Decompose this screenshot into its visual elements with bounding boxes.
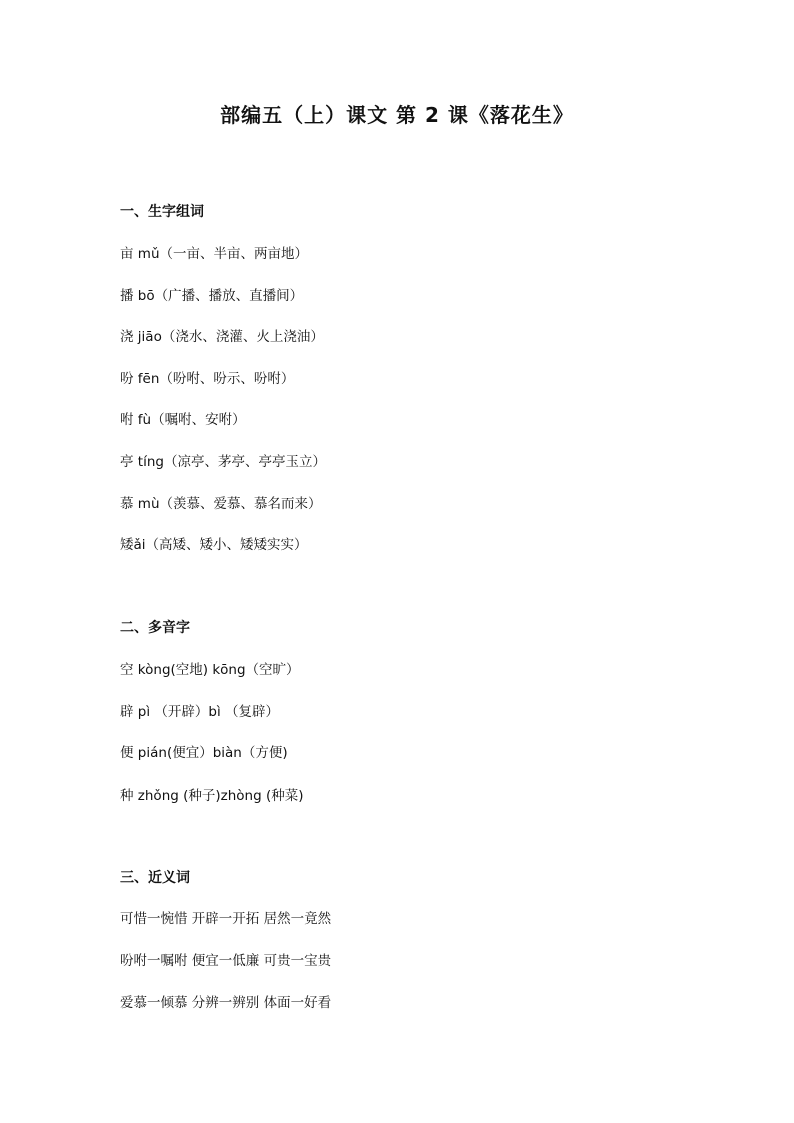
list-item: 慕 mù（羡慕、爱慕、慕名而来） <box>120 496 322 512</box>
list-item: 便 pián(便宜）biàn（方便) <box>120 745 288 761</box>
list-item: 空 kòng(空地) kōng（空旷） <box>120 662 300 678</box>
list-item: 播 bō（广播、播放、直播间） <box>120 288 304 304</box>
list-item: 咐 fù（嘱咐、安咐） <box>120 412 246 428</box>
list-item: 吩 fēn（吩咐、吩示、吩咐） <box>120 371 295 387</box>
list-item: 辟 pì （开辟）bì （复辟） <box>120 704 280 720</box>
section-heading-synonyms: 三、近义词 <box>120 870 190 886</box>
section-heading-new-characters: 一、生字组词 <box>120 204 204 220</box>
list-item: 种 zhǒng (种子)zhòng (种菜) <box>120 788 304 804</box>
list-item: 亭 tíng（凉亭、茅亭、亭亭玉立） <box>120 454 326 470</box>
section-heading-polyphones: 二、多音字 <box>120 620 190 636</box>
list-item: 浇 jiāo（浇水、浇灌、火上浇油） <box>120 329 324 345</box>
list-item: 可惜一惋惜 开辟一开拓 居然一竟然 <box>120 911 332 927</box>
page-title: 部编五（上）课文 第 2 课《落花生》 <box>220 103 574 127</box>
list-item: 爱慕一倾慕 分辨一辨别 体面一好看 <box>120 995 332 1011</box>
list-item: 亩 mǔ（一亩、半亩、两亩地） <box>120 246 308 262</box>
list-item: 吩咐一嘱咐 便宜一低廉 可贵一宝贵 <box>120 953 332 969</box>
list-item: 矮ǎi（高矮、矮小、矮矮实实） <box>120 537 308 553</box>
